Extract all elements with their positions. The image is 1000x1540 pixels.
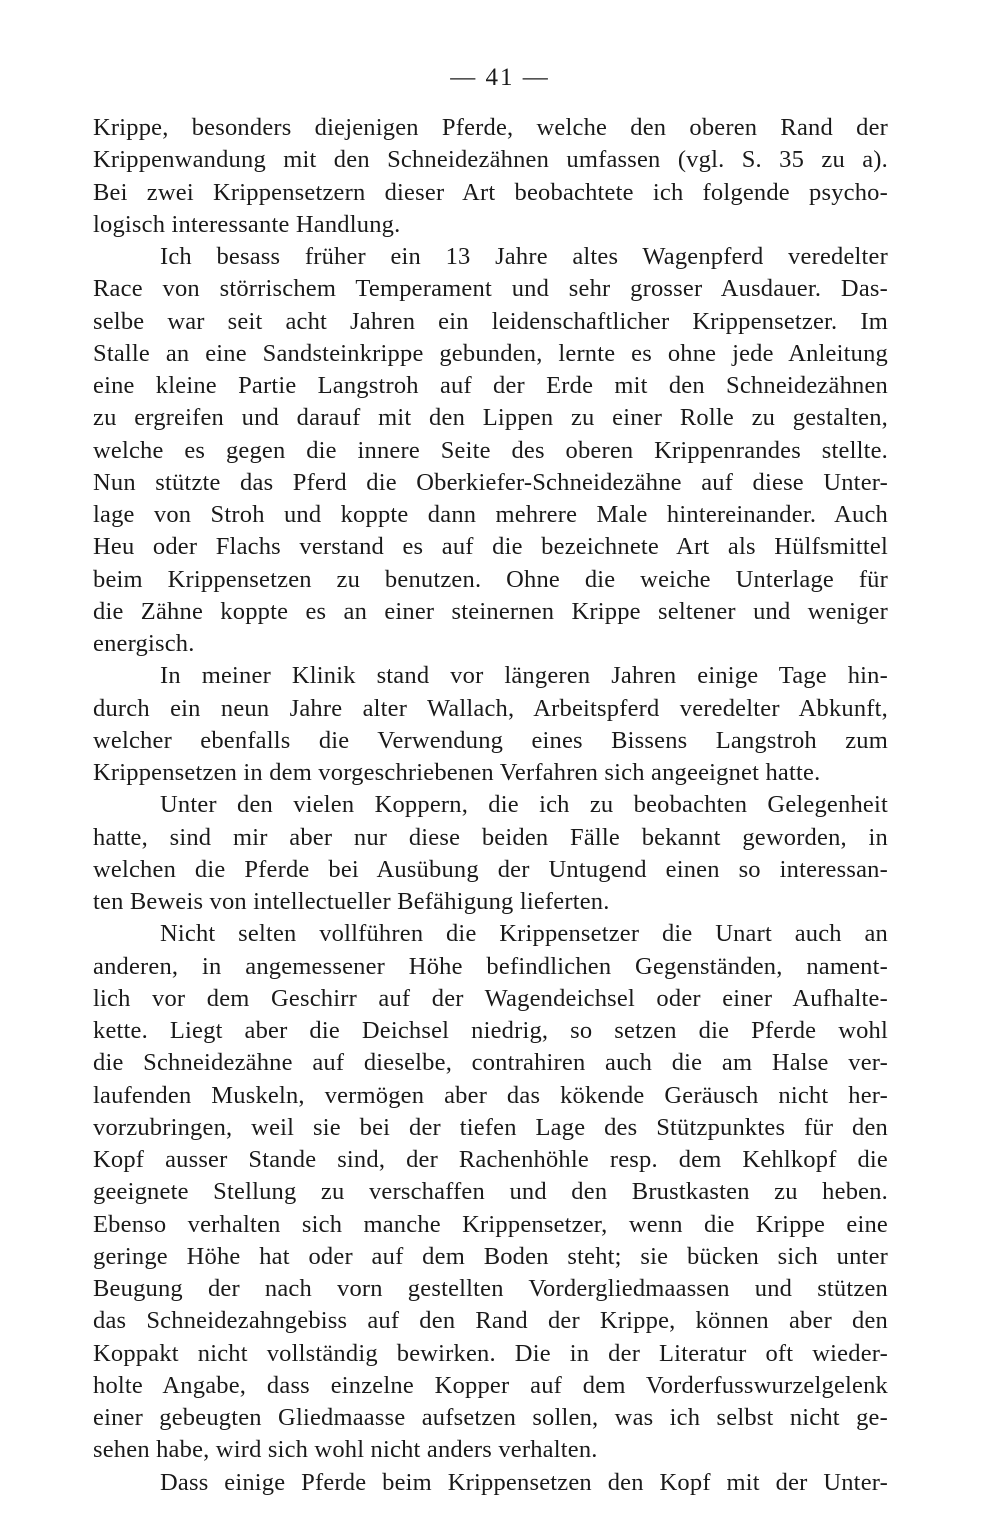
text-line: holte Angabe, dass einzelne Kopper auf dem Vorderfusswurzelgelenk: [93, 1371, 888, 1399]
text-line: Dass einige Pferde beim Krippensetzen den Kopf mit der Unter-: [160, 1468, 888, 1496]
text-line: Koppakt nicht vollständig bewirken. Die in der Literatur oft wieder-: [93, 1339, 888, 1367]
text-line: einer gebeugten Gliedmaasse aufsetzen sollen, was ich selbst nicht ge-: [93, 1404, 888, 1431]
text-line: Krippensetzen in dem vorgeschriebenen Verfahren sich angeeignet hatte.: [93, 759, 821, 786]
text-line: eine kleine Partie Langstroh auf der Erde mit den Schneidezähnen: [93, 372, 888, 399]
text-line: Krippenwandung mit den Schneidezähnen umfassen (vgl. S. 35 zu a).: [93, 146, 888, 174]
text-line: die Schneidezähne auf dieselbe, contrahiren auch die am Halse ver-: [93, 1049, 888, 1077]
text-line: laufenden Muskeln, vermögen aber das kökende Geräusch nicht her-: [93, 1081, 888, 1109]
text-line: geeignete Stellung zu verschaffen und den Brustkasten zu heben.: [93, 1178, 888, 1206]
text-line: zu ergreifen und darauf mit den Lippen zu einer Rolle zu gestalten,: [93, 404, 888, 432]
text-line: durch ein neun Jahre alter Wallach, Arbeitspferd veredelter Abkunft,: [93, 694, 888, 722]
text-line: das Schneidezahngebiss auf den Rand der Krippe, können aber den: [93, 1307, 888, 1335]
text-line: Stalle an eine Sandsteinkrippe gebunden, lernte es ohne jede Anleitung: [93, 339, 888, 367]
page-number: — 41 —: [450, 64, 550, 91]
text-line: hatte, sind mir aber nur diese beiden Fälle bekannt geworden, in: [93, 823, 888, 851]
text-line: anderen, in angemessener Höhe befindlichen Gegenständen, nament-: [93, 952, 888, 980]
text-line: Race von störrischem Temperament und sehr grosser Ausdauer. Das-: [93, 275, 888, 303]
text-line: Bei zwei Krippensetzern dieser Art beobachtete ich folgende psycho-: [93, 178, 888, 206]
text-line: Unter den vielen Koppern, die ich zu beobachten Gelegenheit: [160, 791, 888, 819]
text-line: Ebenso verhalten sich manche Krippensetzer, wenn die Krippe eine: [93, 1210, 888, 1238]
text-line: logisch interessante Handlung.: [93, 210, 401, 238]
body-text: [93, 112, 888, 1499]
text-line: Beugung der nach vorn gestellten Vordergliedmaassen und stützen: [93, 1275, 888, 1302]
text-line: welche es gegen die innere Seite des oberen Krippenrandes stellte.: [93, 436, 888, 464]
text-line: In meiner Klinik stand vor längeren Jahren einige Tage hin-: [160, 662, 888, 690]
text-line: geringe Höhe hat oder auf dem Boden steht; sie bücken sich unter: [93, 1242, 888, 1270]
text-line: sehen habe, wird sich wohl nicht anders verhalten.: [93, 1436, 598, 1464]
text-line: Nicht selten vollführen die Krippensetzer die Unart auch an: [160, 920, 888, 948]
text-line: energisch.: [93, 630, 195, 657]
text-line: lich vor dem Geschirr auf der Wagendeichsel oder einer Aufhalte-: [93, 984, 888, 1012]
text-line: Heu oder Flachs verstand es auf die bezeichnete Art als Hülfsmittel: [93, 533, 888, 561]
text-line: Nun stützte das Pferd die Oberkiefer-Schneidezähne auf diese Unter-: [93, 468, 888, 496]
text-line: beim Krippensetzen zu benutzen. Ohne die weiche Unterlage für: [93, 565, 888, 593]
text-line: ten Beweis von intellectueller Befähigung lieferten.: [93, 888, 610, 915]
text-line: welcher ebenfalls die Verwendung eines Bissens Langstroh zum: [93, 726, 888, 754]
text-line: welchen die Pferde bei Ausübung der Untugend einen so interessan-: [93, 855, 888, 883]
text-line: Ich besass früher ein 13 Jahre altes Wagenpferd veredelter: [160, 243, 888, 270]
text-line: vorzubringen, weil sie bei der tiefen Lage des Stützpunktes für den: [93, 1113, 888, 1141]
text-line: Kopf ausser Stande sind, der Rachenhöhle resp. dem Kehlkopf die: [93, 1146, 888, 1173]
text-line: kette. Liegt aber die Deichsel niedrig, so setzen die Pferde wohl: [93, 1017, 888, 1044]
text-line: selbe war seit acht Jahren ein leidenschaftlicher Krippensetzer. Im: [93, 307, 888, 335]
text-line: Krippe, besonders diejenigen Pferde, welche den oberen Rand der: [93, 114, 888, 141]
text-line: die Zähne koppte es an einer steinernen Krippe seltener und weniger: [93, 597, 888, 625]
text-line: lage von Stroh und koppte dann mehrere Male hintereinander. Auch: [93, 501, 888, 528]
